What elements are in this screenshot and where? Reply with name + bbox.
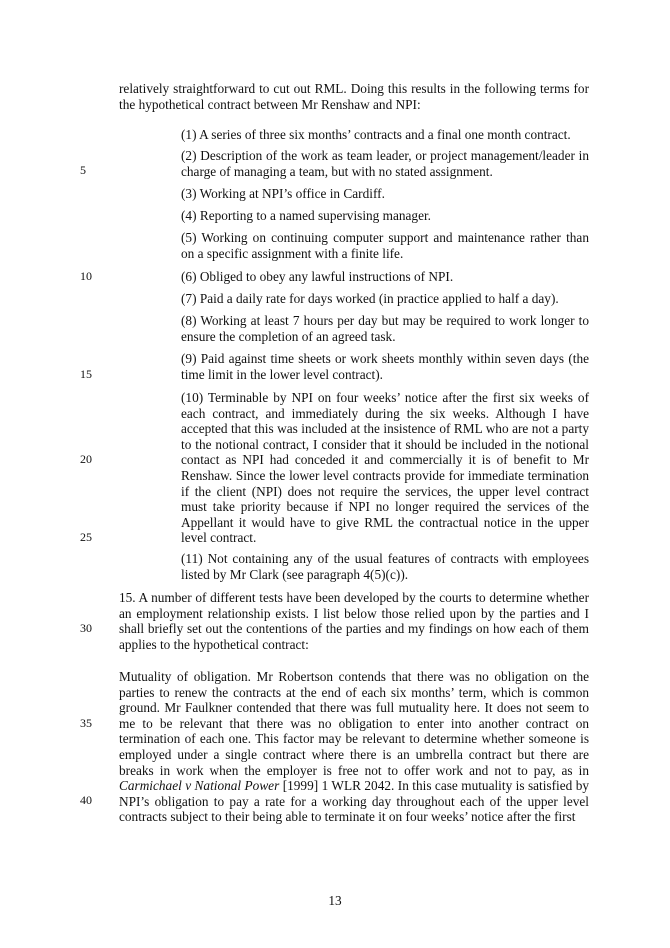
line-number-10: 10 bbox=[80, 269, 92, 283]
term-2: (2) Description of the work as team leader, or project management/leader in charge of managing a team, but with no stated assignment. bbox=[181, 148, 589, 179]
term-10: (10) Terminable by NPI on four weeks’ notice after the first six weeks of each contract, and immediately during the six weeks. Although I have accepted that this was included at the insistence of RML who are not a party to the notional contract, I consider that it should be included in the notional contact as NPI had conceded it and commercially it is of benefit to Mr Renshaw. Since the lower level contracts provide for immediate termination if the client (NPI) does not require the services, the upper level contract must take priority because if NPI no longer required the services of the Appellant it would have to give RML the contractual notice in the upper level contract. bbox=[181, 390, 589, 546]
line-number-5: 5 bbox=[80, 163, 86, 177]
term-4: (4) Reporting to a named supervising manager. bbox=[181, 208, 431, 223]
mutuality-paragraph bbox=[119, 669, 589, 825]
mutuality-text-before: Mutuality of obligation. Mr Robertson contends that there was no obligation on the parties to renew the contracts at the end of each six months’ term, which is common ground. Mr Faulkner contended that there was full mutuality here. It does not seem to me to be relevant that there was no obligation to enter into another contract on termination of each one. This factor may be relevant to determine whether someone is employed under a single contract where there is an umbrella contract but there are breaks in work when the employer is free not to offer work and not to pay, as in bbox=[119, 669, 589, 778]
term-9: (9) Paid against time sheets or work sheets monthly within seven days (the time limit in the lower level contract). bbox=[181, 351, 589, 382]
line-number-20: 20 bbox=[80, 452, 92, 466]
term-6: (6) Obliged to obey any lawful instructions of NPI. bbox=[181, 269, 454, 284]
line-number-40: 40 bbox=[80, 793, 92, 807]
term-5: (5) Working on continuing computer support and maintenance rather than on a specific assignment with a finite life. bbox=[181, 230, 589, 261]
case-citation: Carmichael v National Power bbox=[119, 778, 280, 794]
term-8: (8) Working at least 7 hours per day but may be required to work longer to ensure the completion of an agreed task. bbox=[181, 313, 589, 344]
intro-paragraph: relatively straightforward to cut out RML. Doing this results in the following terms for the hypothetical contract between Mr Renshaw and NPI: bbox=[119, 81, 589, 112]
page-number: 13 bbox=[328, 893, 342, 908]
term-1: (1) A series of three six months’ contracts and a final one month contract. bbox=[181, 127, 571, 142]
mutuality-text-after: [1999] 1 WLR 2042. In this case mutuality is satisfied by NPI’s obligation to pay a rate for a working day throughout each of the upper level contracts subject to their being able to terminate it on four weeks’ notice after the first bbox=[119, 778, 590, 825]
line-number-35: 35 bbox=[80, 716, 92, 730]
term-3: (3) Working at NPI’s office in Cardiff. bbox=[181, 186, 385, 201]
term-7: (7) Paid a daily rate for days worked (in practice applied to half a day). bbox=[181, 291, 559, 306]
line-number-15: 15 bbox=[80, 367, 92, 381]
paragraph-15: 15. A number of different tests have been developed by the courts to determine whether an employment relationship exists. I list below those relied upon by the parties and I shall briefly set out the contentions of the parties and my findings on how each of them applies to the hypothetical contract: bbox=[119, 590, 589, 652]
line-number-25: 25 bbox=[80, 530, 92, 544]
term-11: (11) Not containing any of the usual features of contracts with employees listed by Mr Clark (see paragraph 4(5)(c)). bbox=[181, 551, 589, 582]
line-number-30: 30 bbox=[80, 621, 92, 635]
